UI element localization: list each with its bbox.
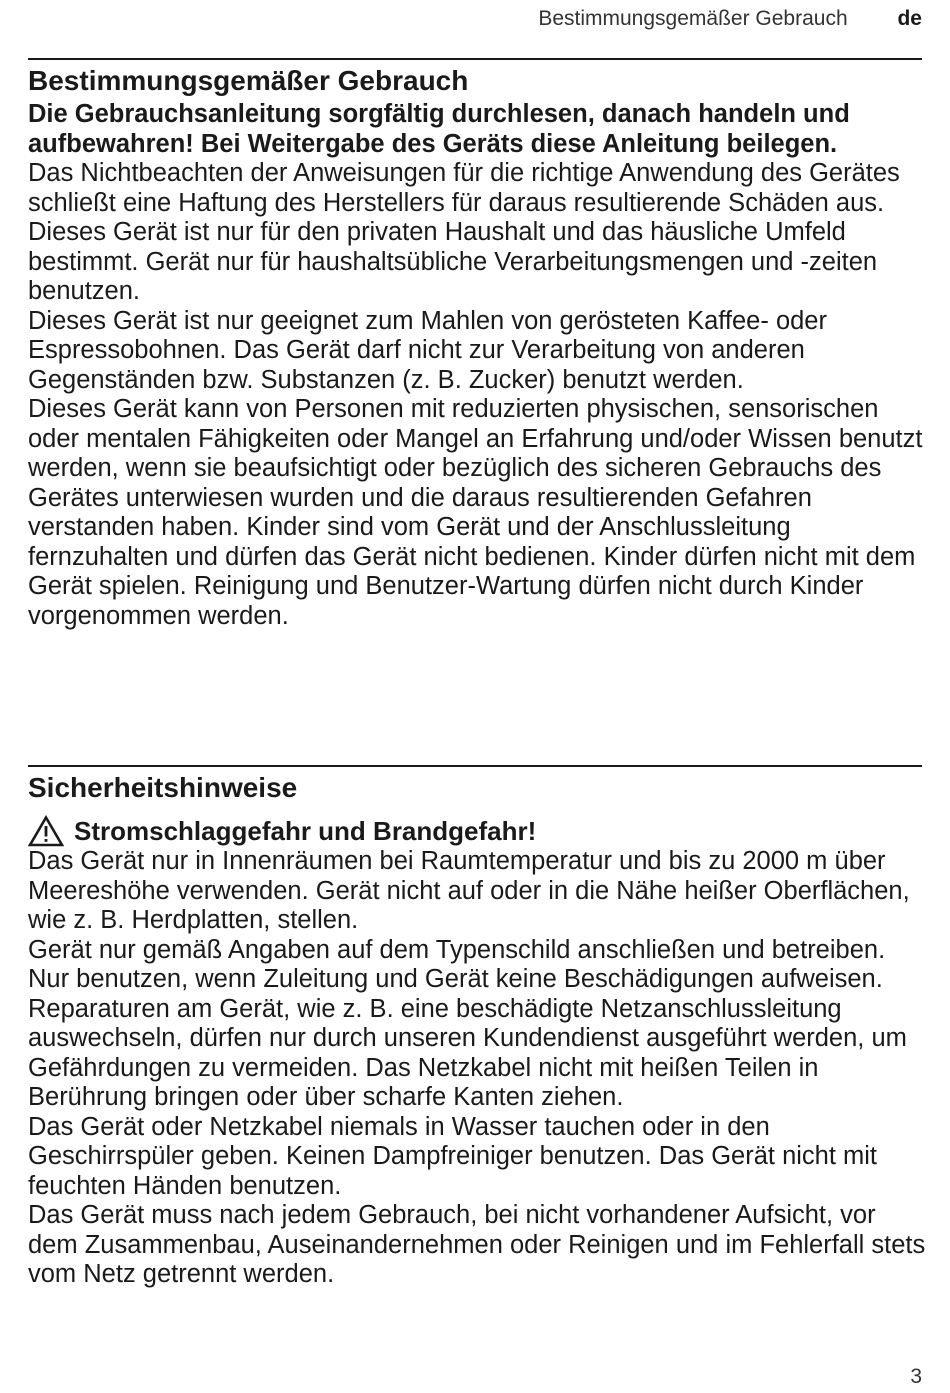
page-number: 3 bbox=[910, 1365, 922, 1388]
body-paragraph: Das Gerät muss nach jedem Gebrauch, bei nicht vorhandener Aufsicht, vor dem Zusammenbau, Auseinandernehmen oder Reinigen und im Fehlerfall stets vom Netz getrennt werden. bbox=[28, 1201, 926, 1288]
header-section-title: Bestimmungsgemäßer Gebrauch bbox=[538, 7, 848, 30]
warning-triangle-icon bbox=[28, 815, 64, 847]
intro-paragraph: Die Gebrauchsanleitung sorgfältig durchlesen, danach handeln und aufbewahren! Bei Weitergabe des Geräts diese Anleitung beilegen. bbox=[28, 100, 850, 158]
warning-title: Stromschlaggefahr und Brandgefahr! bbox=[74, 816, 537, 846]
body-paragraph: Dieses Gerät ist nur für den privaten Haushalt und das häusliche Umfeld bestimmt. Gerät nur für haushaltsübliche Verarbeitungsmengen und -zeiten benutzen. bbox=[28, 218, 878, 305]
section-heading: Bestimmungsgemäßer Gebrauch bbox=[28, 65, 469, 96]
warning-heading bbox=[28, 815, 928, 847]
body-paragraph: Dieses Gerät ist nur geeignet zum Mahlen von gerösteten Kaffee- oder Espressobohnen. Das Gerät darf nicht zur Verarbeitung von anderen Gegenständen bzw. Substanzen (z. B. Zucker) benutzt werden. bbox=[28, 306, 827, 394]
body-paragraph: Das Nichtbeachten der Anweisungen für die richtige Anwendung des Gerätes schließt eine Haftung des Herstellers für daraus resultierende Schäden aus. bbox=[28, 159, 900, 217]
body-paragraph: Gerät nur gemäß Angaben auf dem Typenschild anschließen und betreiben. Nur benutzen, wenn Zuleitung und Gerät keine Beschädigungen aufweisen. Reparaturen am Gerät, wie z. B. eine beschädigte Netzanschlussleitung auswechseln, dürfen nur durch unseren Kundendienst ausgeführt werden, um Gefährdungen zu vermeiden. Das Netzkabel nicht mit heißen Teilen in Berührung bringen oder über scharfe Kanten ziehen. bbox=[28, 935, 907, 1111]
section-intended-use bbox=[28, 64, 928, 631]
section-heading: Sicherheitshinweise bbox=[28, 772, 298, 803]
section-safety-notes bbox=[28, 771, 928, 1290]
running-header bbox=[538, 6, 922, 32]
body-paragraph: Dieses Gerät kann von Personen mit reduzierten physischen, sensorischen oder mentalen Fähigkeiten oder Mangel an Erfahrung und/oder Wissen benutzt werden, wenn sie beaufsichtigt oder bezüglich des sicheren Gebrauchs des Gerätes unterwiesen wurden und die daraus resultierenden Gefahren verstanden haben. Kinder sind vom Gerät und der Anschlussleitung fernzuhalten und dürfen das Gerät nicht bedienen. Kinder dürfen nicht mit dem Gerät spielen. Reinigung und Benutzer-Wartung dürfen nicht durch Kinder vorgenommen werden. bbox=[28, 395, 923, 630]
body-paragraph: Das Gerät nur in Innenräumen bei Raumtemperatur und bis zu 2000 m über Meereshöhe verwenden. Gerät nicht auf oder in die Nähe heißer Oberflächen, wie z. B. Herdplatten, stellen. bbox=[28, 847, 910, 934]
section-divider bbox=[28, 765, 922, 767]
section-divider bbox=[28, 58, 922, 60]
header-language-code: de bbox=[897, 7, 922, 30]
body-paragraph: Das Gerät oder Netzkabel niemals in Wasser tauchen oder in den Geschirrspüler geben. Keinen Dampfreiniger benutzen. Das Gerät nicht mit feuchten Händen benutzen. bbox=[28, 1112, 878, 1200]
